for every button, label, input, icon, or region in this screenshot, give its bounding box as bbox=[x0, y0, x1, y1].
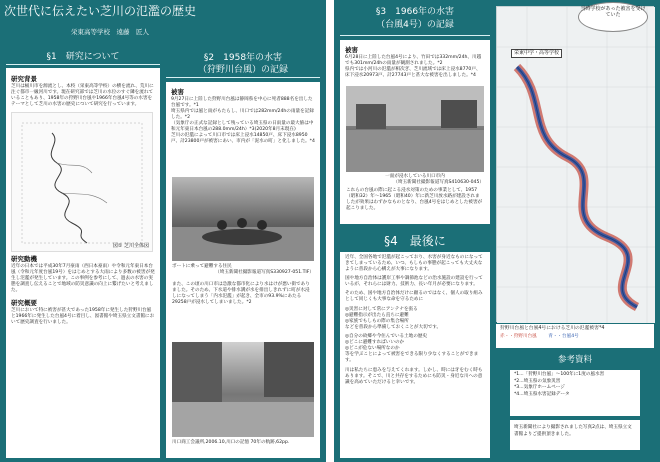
motive-title: 研究動機 bbox=[11, 255, 37, 263]
section4-body bbox=[340, 252, 490, 458]
legend-blue: 青・・台風4号 bbox=[548, 334, 579, 339]
sec4-check: ◎家族でもしもの際の集合場所 bbox=[345, 319, 409, 324]
section2-heading bbox=[166, 52, 320, 78]
sec4-check: ◎災害に対して常にアンテナを張る bbox=[345, 307, 418, 312]
sec4-paragraph: 近年、全国各地で氾濫が起こっており、水害が身近なものになってきてしまっているため、いつ、もしもの事態が起こっても大丈夫なように普段から心構えが大事になります。 bbox=[345, 255, 483, 272]
sec4-check: 等を学ぶことによって被害をできる限り少なくすることができます。 bbox=[345, 352, 479, 363]
flooded-city-photo bbox=[346, 86, 484, 172]
map-legend bbox=[500, 334, 650, 340]
section1-body bbox=[6, 68, 160, 458]
references-list bbox=[510, 370, 640, 416]
section3-heading bbox=[340, 6, 490, 36]
river-map-drawing bbox=[12, 113, 154, 253]
section2-heading-line1: §2 1958年の水害 bbox=[203, 53, 283, 63]
sec2-bullet: 9月27日に上陸した狩野川台風は静岡県を中心に死者888名を出した台風です。*1 bbox=[171, 97, 313, 108]
photo3-placeholder-graphic bbox=[346, 86, 484, 172]
map-caption: 図① 芝川全体図 bbox=[112, 243, 149, 249]
section1-heading: §1 研究について bbox=[6, 52, 160, 65]
poster-title: 次世代に伝えたい芝川の氾濫の歴史 bbox=[3, 4, 196, 18]
reference-item: *2...埼玉県の気象災害 bbox=[514, 378, 561, 384]
section3-heading-line2: （台風4号）の記録 bbox=[376, 20, 454, 30]
sec4-check: ◎どこに避難すればいいのか bbox=[345, 340, 405, 345]
boat-evacuation-photo bbox=[172, 177, 314, 261]
background-title: 研究背景 bbox=[11, 75, 37, 83]
sec3-photo-caption-line2: （埼玉新聞社撮影報道写真S410630-045） bbox=[393, 180, 484, 185]
section3-body bbox=[340, 40, 490, 224]
sec2-bullet: （気象庁の正式な記録として残っている埼玉県の日雨量の最大値は中和元年東日本台風の288.0mm/24h）*3(2020年8月末現在) bbox=[171, 121, 314, 132]
sec2-damage-title: 被害 bbox=[171, 88, 184, 96]
sec2-bullet: 埼玉県内では風と雨がもたらし、川口では282mm/24hの雨量を記録した。*2 bbox=[171, 109, 314, 120]
photo2-caption: 川口商工会議所,2006.10,川口の記憶 70年の軌跡,62pp. bbox=[172, 440, 290, 445]
photo2-placeholder-graphic bbox=[172, 342, 314, 437]
sec3-body-text: これらの台風の際に起こる浸水対策のための事業として、1957（昭和32）年〜1965（昭和40）年に新芝川放水路が建設されましたが効果はわずかなものとなり、台風4号をはじめとした被害が起こりました。 bbox=[346, 188, 483, 211]
reference-item: *4...埼玉県水害記録データ bbox=[514, 391, 570, 397]
sec3-bullet: 県内では小河川の氾濫が相次ぎ、芝川流域では床上浸水8770戸、床下浸水20973戸、計27743戸と甚大な被害を出しました。*4 bbox=[345, 67, 481, 78]
reference-item: *3...気象庁ホームページ bbox=[514, 385, 565, 390]
poster-gap bbox=[326, 0, 334, 462]
photo-credit-note: 埼玉新聞社により撮影されました写真2点は、埼玉県立文書館よりご提供頂きました。 bbox=[510, 420, 640, 450]
motive-text: 近年の日本では平成30年7月豪雨（西日本豪雨）や令和元年東日本台風（令和元年度台風19号）をはじめとする大雨により多数の被害が発生し氾濫が発生しています。この事例を参考にして、過去の水害の実態を調査し伝えることで地域の防災意識の向上に繋げたいと考えました。 bbox=[11, 264, 155, 293]
sec3-damage-title: 被害 bbox=[345, 46, 358, 54]
sec4-closing: 川は私たちに恵みを与えてくれます。しかし、時には牙をむく時もあります。そこで、川と共存をするためにも防災・身近な川への意識を高めていただけると幸いです。 bbox=[345, 368, 483, 385]
section2-heading-line2: （狩野川台風）の記録 bbox=[197, 65, 288, 75]
shiba-river-map bbox=[11, 112, 153, 252]
photo1-caption-line2: （埼玉新聞社撮影報道写真S330927-051.TIF） bbox=[215, 270, 314, 275]
section4-heading: §4 最後に bbox=[384, 234, 446, 248]
sec2-body-text: また、この頃の川口市は急激な都市化により水はけが悪い街でありました。そのため、下水道や排水溝が水を排出しきれずに町が水浸しになってしまう「内水氾濫」が起き、全市の93.9%にあたる29258戸が浸水してしまいました。*2 bbox=[172, 282, 310, 305]
section2-body bbox=[166, 82, 320, 458]
background-text: 芝川は桶川市を源流とし、本校（栄東高等学校）の横を流れ、荒川に注ぐ都市一級河川です。現在研究部では芝川の水位のすぐ隣を流れていることもあり、1958年の狩野川台風や1966年台風4号等の水害をテーマとして芝川の水害の歴史について研究を行っています。 bbox=[11, 84, 154, 107]
photo-placeholder-graphic bbox=[172, 177, 314, 261]
right-poster bbox=[334, 0, 660, 462]
sec3-photo-caption bbox=[346, 174, 484, 186]
sec4-check: ◎どこが危ない場所なのか bbox=[345, 346, 400, 351]
poster-author: 栄東高等学校 遠藤 匠人 bbox=[71, 28, 149, 36]
reference-item: *1...「狩野川台風」〜100年に1度の風水害 bbox=[514, 372, 605, 377]
flooded-street-photo bbox=[172, 342, 314, 437]
map-caption-box bbox=[496, 324, 654, 348]
references-heading: 参考資料 bbox=[510, 354, 640, 367]
flood-map bbox=[496, 6, 654, 322]
summary-title: 研究概要 bbox=[11, 299, 37, 307]
school-callout: 当時学校があった被害を受けていた bbox=[578, 2, 648, 32]
sec4-check: などを普段から準備しておくことが大切です。 bbox=[345, 325, 442, 330]
left-poster bbox=[0, 0, 326, 462]
sec4-paragraph: そのため、国や地方自治体だけに頼るのではなく、個人の取り組みとして同じくも大事な命を守るために bbox=[345, 291, 483, 302]
legend-red: 赤・・狩野川台風 bbox=[500, 334, 537, 339]
sec4-check: ◎自分の故郷や今住んでいる土地の歴史 bbox=[345, 334, 428, 339]
map-caption: 狩野川台風と台風4号における芝川の氾濫被害*4 bbox=[500, 326, 605, 331]
sec2-bullet: 芝川の氾濫によって川口市では床上浸水14850戸、床下浸水8950戸、計23800戸が被害にあい、市内が「泥水の町」と化しました。*4 bbox=[171, 133, 315, 144]
sec3-photo-caption-line1: 一面が浸水している川口市内 bbox=[385, 174, 445, 179]
sec4-paragraph: 国や地方自治体は護岸工事や調節池などの治水施設の建設を行っているが、それらには財力、技術力、長い年月が必要になります。 bbox=[345, 276, 483, 287]
photo1-caption-line1: ボートに乗って避難する住民 bbox=[172, 264, 232, 269]
section3-heading-line1: §3 1966年の水害 bbox=[375, 7, 455, 17]
sec4-check: ◎避難指示が出たら直ちに避難 bbox=[345, 313, 409, 318]
school-location-label: 栄東中学・高等学校 bbox=[511, 49, 562, 58]
summary-text: 芝川において特に被害が甚大であった1958年に発生した狩野川台風と1966年に発生した台風4号に着目し、図書館や埼玉県立文書館において歴史調査を行いました。 bbox=[11, 308, 155, 325]
photo1-caption bbox=[172, 264, 314, 276]
sec3-bullet: 6月28日に上陸した台風4号により、竹田では332mm/24h、川越でも301mm/24hの雨量が観測されました。*2 bbox=[345, 55, 482, 66]
